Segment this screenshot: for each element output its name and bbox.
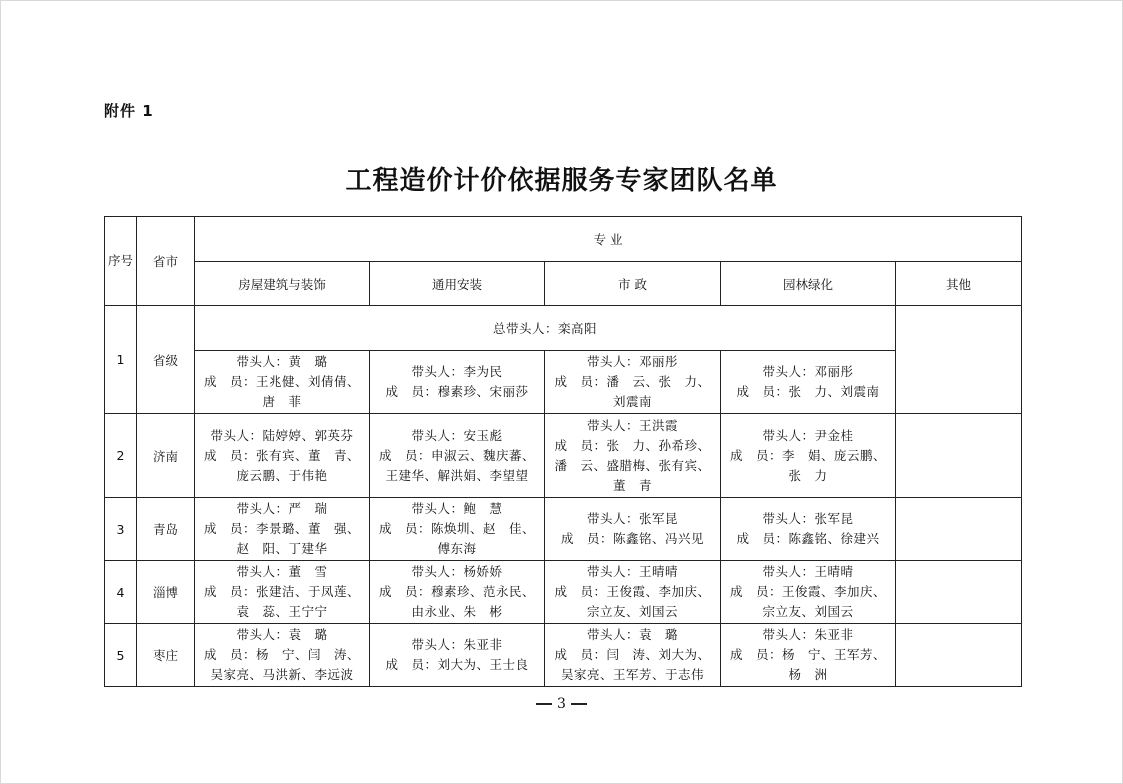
cell-other (896, 498, 1022, 561)
header-col-installation: 通用安装 (370, 262, 545, 306)
cell-landscape: 带头人：张军昆 成 员：陈鑫铭、徐建兴 (721, 498, 896, 561)
page-title: 工程造价计价依据服务专家团队名单 (345, 166, 778, 196)
chief-leader: 总带头人：栾高阳 (195, 306, 896, 351)
row-city: 枣庄 (137, 624, 195, 687)
row-city: 济南 (137, 414, 195, 498)
cell-building: 带头人：陆婷婷、郭英芬 成 员：张有宾、董 青、 庞云鹏、于伟艳 (195, 414, 370, 498)
header-seq: 序号 (105, 217, 137, 306)
footer-dash-left (536, 703, 552, 705)
cell-municipal: 带头人：王洪霞 成 员：张 力、孙希珍、 潘 云、盛腊梅、张有宾、 董 青 (545, 414, 721, 498)
cell-building: 带头人：董 雪 成 员：张建洁、于凤莲、 袁 蕊、王宁宁 (195, 561, 370, 624)
cell-municipal: 带头人：王晴晴 成 员：王俊霞、李加庆、 宗立友、刘国云 (545, 561, 721, 624)
row-seq: 2 (105, 414, 137, 498)
cell-landscape: 带头人：朱亚非 成 员：杨 宁、王军芳、 杨 洲 (721, 624, 896, 687)
header-city: 省市 (137, 217, 195, 306)
cell-installation: 带头人：杨娇娇 成 员：穆素珍、范永民、 由永业、朱 彬 (370, 561, 545, 624)
cell-building: 带头人：袁 璐 成 员：杨 宁、闫 涛、 吴家亮、马洪新、李远波 (195, 624, 370, 687)
header-col-landscape: 园林绿化 (721, 262, 896, 306)
header-col-building: 房屋建筑与装饰 (195, 262, 370, 306)
row-city: 青岛 (137, 498, 195, 561)
attachment-label: 附件 1 (104, 102, 154, 120)
cell-building: 带头人：严 瑞 成 员：李景璐、董 强、 赵 阳、丁建华 (195, 498, 370, 561)
cell-installation: 带头人：李为民 成 员：穆素珍、宋丽莎 (370, 351, 545, 414)
cell-installation: 带头人：朱亚非 成 员：刘大为、王士良 (370, 624, 545, 687)
footer-dash-right (571, 703, 587, 705)
cell-building: 带头人：黄 璐 成 员：王兆健、刘倩倩、 唐 菲 (195, 351, 370, 414)
cell-other (896, 306, 1022, 414)
cell-installation: 带头人：鲍 慧 成 员：陈焕圳、赵 佳、 傅东海 (370, 498, 545, 561)
cell-landscape: 带头人：邓丽彤 成 员：张 力、刘震南 (721, 351, 896, 414)
header-col-municipal: 市 政 (545, 262, 721, 306)
page-footer (0, 696, 1123, 712)
cell-other (896, 624, 1022, 687)
header-specialty: 专 业 (195, 217, 1022, 262)
row-city: 淄博 (137, 561, 195, 624)
cell-municipal: 带头人：袁 璐 成 员：闫 涛、刘大为、 吴家亮、王军芳、于志伟 (545, 624, 721, 687)
cell-municipal: 带头人：邓丽彤 成 员：潘 云、张 力、 刘震南 (545, 351, 721, 414)
cell-other (896, 414, 1022, 498)
expert-team-table (104, 216, 1022, 687)
cell-municipal: 带头人：张军昆 成 员：陈鑫铭、冯兴见 (545, 498, 721, 561)
row-seq: 1 (105, 306, 137, 414)
cell-other (896, 561, 1022, 624)
row-city: 省级 (137, 306, 195, 414)
row-seq: 5 (105, 624, 137, 687)
cell-installation: 带头人：安玉彪 成 员：申淑云、魏庆蕃、 王建华、解洪娟、李望望 (370, 414, 545, 498)
cell-landscape: 带头人：尹金桂 成 员：李 娟、庞云鹏、 张 力 (721, 414, 896, 498)
header-col-other: 其他 (896, 262, 1022, 306)
page-number: 3 (557, 696, 566, 712)
row-seq: 3 (105, 498, 137, 561)
cell-landscape: 带头人：王晴晴 成 员：王俊霞、李加庆、 宗立友、刘国云 (721, 561, 896, 624)
row-seq: 4 (105, 561, 137, 624)
